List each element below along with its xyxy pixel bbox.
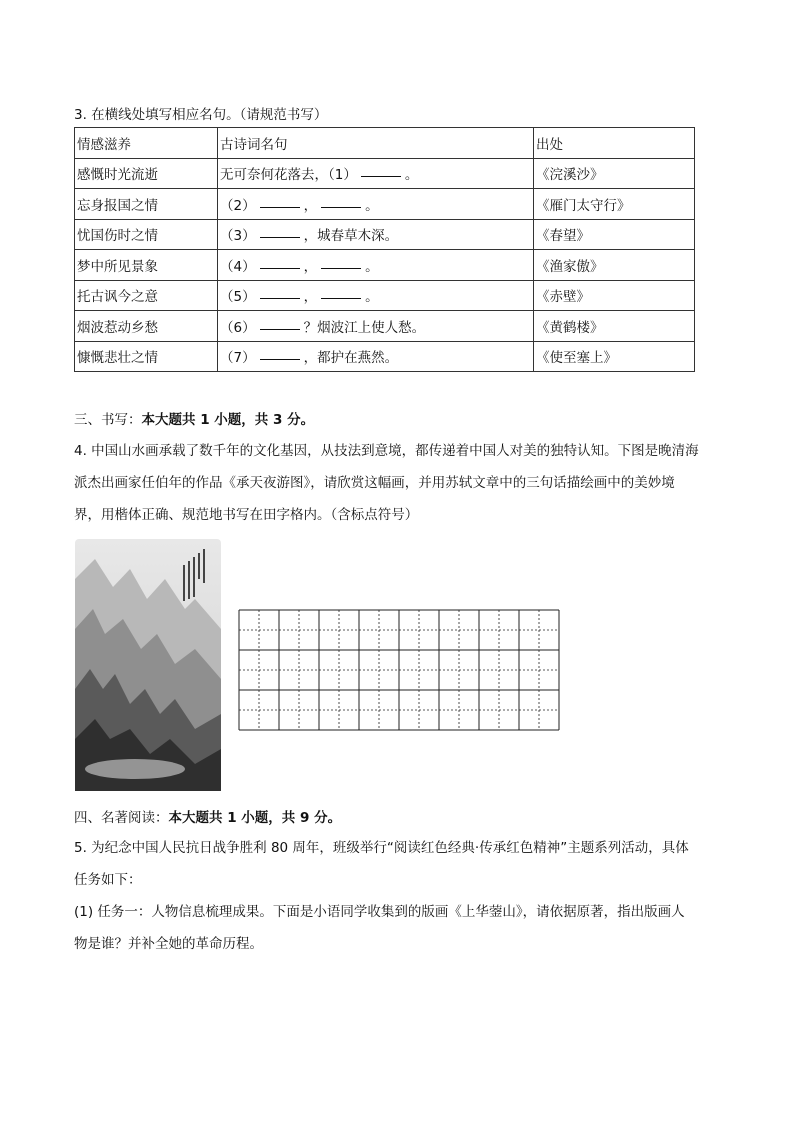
poem-prefix: 无可奈何花落去，（1）	[220, 167, 357, 184]
emotion-cell: 忘身报国之情	[75, 189, 218, 220]
poem-prefix: （6）	[220, 319, 256, 336]
table-row	[75, 189, 695, 220]
answer-blank[interactable]	[321, 206, 361, 208]
section-4-heading	[74, 806, 341, 826]
q5-line: 物是谁？并补全她的革命历程。	[74, 936, 263, 952]
poem-cell	[218, 250, 534, 281]
poem-cell	[218, 311, 534, 342]
poem-prefix: （2）	[220, 197, 256, 214]
table-row	[75, 280, 695, 311]
source-cell: 《使至塞上》	[534, 341, 695, 372]
poem-prefix: （4）	[220, 258, 256, 275]
section-3-heading	[74, 408, 314, 428]
writing-grid[interactable]	[238, 609, 560, 731]
answer-blank[interactable]	[260, 236, 300, 238]
header-emotion: 情感滋养	[75, 128, 218, 159]
section-label: 四、名著阅读：	[74, 810, 169, 826]
poem-suffix: ，都护在燕然。	[303, 350, 399, 367]
answer-blank[interactable]	[260, 267, 300, 269]
poem-cell	[218, 158, 534, 189]
q5-line: 5. 为纪念中国人民抗日战争胜利 80 周年，班级举行“阅读红色经典·传承红色精神”主题系列活动，具体	[74, 840, 689, 856]
q5-line: 任务如下：	[74, 872, 142, 888]
table-row	[75, 219, 695, 250]
emotion-cell: 梦中所见景象	[75, 250, 218, 281]
poem-suffix: 。	[404, 167, 419, 184]
q4-line: 4. 中国山水画承载了数千年的文化基因，从技法到意境，都传递着中国人对美的独特认知。下图是晚清海	[74, 443, 699, 459]
source-cell: 《雁门太守行》	[534, 189, 695, 220]
poem-prefix: （5）	[220, 289, 256, 306]
header-poem: 古诗词名句	[218, 128, 534, 159]
poem-suffix: ，城春草木深。	[303, 228, 399, 245]
emotion-cell: 感慨时光流逝	[75, 158, 218, 189]
q4-line: 派杰出画家任伯年的作品《承天夜游图》，请欣赏这幅画，并用苏轼文章中的三句话描绘画中的美妙境	[74, 475, 675, 491]
answer-blank[interactable]	[260, 358, 300, 360]
poem-separator: ，	[303, 258, 318, 275]
landscape-painting-image	[75, 539, 221, 791]
answer-blank[interactable]	[361, 175, 401, 177]
poem-separator: ，	[303, 289, 318, 306]
source-cell: 《春望》	[534, 219, 695, 250]
poem-cell	[218, 280, 534, 311]
section-label: 三、书写：	[74, 412, 142, 428]
poem-suffix: 。	[365, 197, 379, 214]
poem-suffix: 。	[365, 289, 379, 306]
answer-blank[interactable]	[321, 297, 361, 299]
q4-line: 界，用楷体正确、规范地书写在田字格内。（含标点符号）	[74, 507, 419, 523]
source-cell: 《渔家傲》	[534, 250, 695, 281]
poem-table	[74, 127, 695, 372]
poem-prefix: （7）	[220, 350, 256, 367]
poem-suffix: ？烟波江上使人愁。	[303, 319, 426, 336]
q5-line: (1) 任务一：人物信息梳理成果。下面是小语同学收集到的版画《上华蓥山》，请依据原著，指出版画人	[74, 904, 685, 920]
poem-cell	[218, 219, 534, 250]
question-4-text	[74, 435, 720, 531]
table-row	[75, 250, 695, 281]
emotion-cell: 烟波惹动乡愁	[75, 311, 218, 342]
poem-cell	[218, 189, 534, 220]
section-desc: 本大题共 1 小题，共 3 分。	[141, 412, 315, 428]
source-cell: 《黄鹤楼》	[534, 311, 695, 342]
section-desc: 本大题共 1 小题，共 9 分。	[168, 810, 342, 826]
table-row	[75, 311, 695, 342]
poem-suffix: 。	[365, 258, 379, 275]
source-cell: 《浣溪沙》	[534, 158, 695, 189]
answer-blank[interactable]	[260, 297, 300, 299]
poem-prefix: （3）	[220, 228, 256, 245]
emotion-cell: 忧国伤时之情	[75, 219, 218, 250]
question-3-title: 3. 在横线处填写相应名句。（请规范书写）	[74, 107, 328, 123]
poem-cell	[218, 341, 534, 372]
emotion-cell: 慷慨悲壮之情	[75, 341, 218, 372]
table-row	[75, 158, 695, 189]
question-5-text	[74, 832, 720, 960]
poem-separator: ，	[303, 197, 318, 214]
source-cell: 《赤壁》	[534, 280, 695, 311]
table-header-row	[75, 128, 695, 159]
answer-blank[interactable]	[260, 328, 300, 330]
header-source: 出处	[534, 128, 695, 159]
table-row	[75, 341, 695, 372]
emotion-cell: 托古讽今之意	[75, 280, 218, 311]
answer-blank[interactable]	[260, 206, 300, 208]
answer-blank[interactable]	[321, 267, 361, 269]
